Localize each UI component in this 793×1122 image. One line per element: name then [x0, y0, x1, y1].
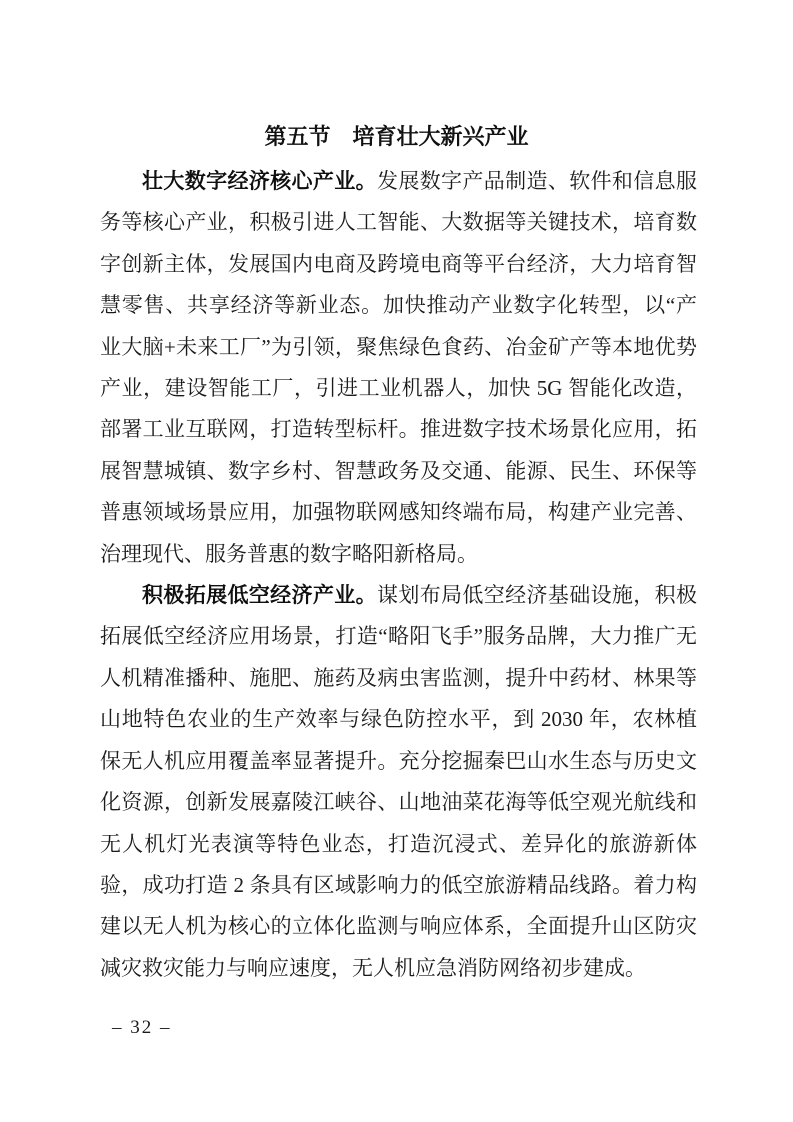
paragraph-text-digital-economy: 发展数字产品制造、软件和信息服务等核心产业，积极引进人工智能、大数据等关键技术，培育数字创新主体，发展国内电商及跨境电商等平台经济，大力培育智慧零售、共享经济等新业态。加快推动产业数字化转型，以“产业大脑+未来工厂”为引领，聚焦绿色食药、冶金矿产等本地优势产业，建设智能工厂，引进工业机器人，加快 5G 智能化改造，部署工业互联网，打造转型标杆。推进数字技术场景化应用，拓展智慧城镇、数字乡村、智慧政务及交通、能源、民生、环保等普惠领域场景应用，加强物联网感知终端布局，构建产业完善、治理现代、服务普惠的数字略阳新格局。 — [100, 169, 698, 566]
paragraph-lead-digital-economy: 壮大数字经济核心产业。 — [142, 170, 377, 193]
document-body — [100, 161, 697, 989]
section-title: 第五节 培育壮大新兴产业 — [264, 124, 529, 149]
paragraph-lead-low-altitude-economy: 积极拓展低空经济产业。 — [142, 584, 377, 608]
paragraph-text-low-altitude-economy: 谋划布局低空经济基础设施，积极拓展低空经济应用场景，打造“略阳飞手”服务品牌，大力推广无人机精准播种、施肥、施药及病虫害监测，提升中药材、林果等山地特色农业的生产效率与绿色防控水平，到 2030 年，农林植保无人机应用覆盖率显著提升。充分挖掘秦巴山水生态与历史文化资源，创新发展嘉陵江峡谷、山地油菜花海等低空观光航线和无人机灯光表演等特色业态，打造沉浸式、差异化的旅游新体验，成功打造 2 条具有区域影响力的低空旅游精品线路。着力构建以无人机为核心的立体化监测与响应体系，全面提升山区防灾减灾救灾能力与响应速度，无人机应急消防网络初步建成。 — [100, 583, 698, 980]
paragraph-digital-economy — [100, 161, 697, 575]
paragraph-low-altitude-economy — [100, 575, 697, 989]
page-number: – 32 – — [112, 1017, 172, 1038]
